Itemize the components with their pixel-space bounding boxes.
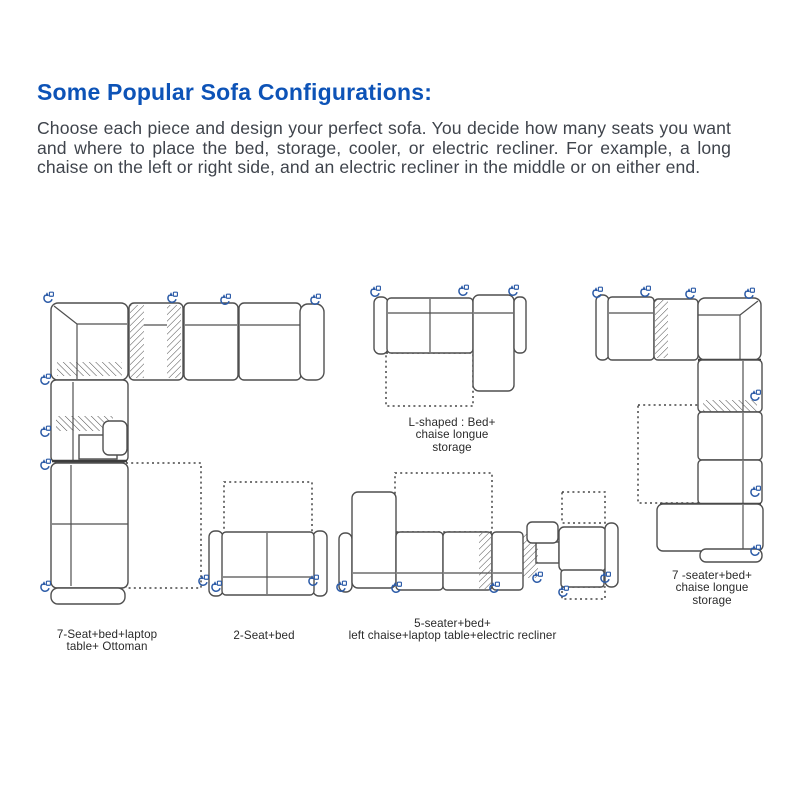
- page-title: Some Popular Sofa Configurations:: [37, 79, 433, 105]
- label-line: 7-Seat+bed+laptop: [56, 628, 158, 641]
- label-line: L-shaped : Bed+: [408, 416, 496, 429]
- rotate-icon: [686, 288, 695, 298]
- label-line: 7 -seater+bed+: [671, 569, 753, 582]
- figure-5-seater-recliner: [337, 473, 618, 599]
- label-line: left chaise+laptop table+electric recliner: [348, 629, 557, 643]
- figure-2-seat-bed: [199, 482, 327, 596]
- label-line: table+ Ottoman: [66, 640, 148, 654]
- rotate-icon: [41, 426, 50, 436]
- figure-l-shaped-bed-chaise: [371, 285, 526, 406]
- rotate-icon: [41, 374, 50, 384]
- label-line: 2-Seat+bed: [233, 629, 295, 642]
- figure-label-7-seater-chaise: [652, 570, 772, 607]
- rotate-icon: [593, 287, 602, 297]
- figure-label-5-seater: [330, 618, 575, 643]
- rotate-icon: [41, 459, 50, 469]
- label-line: storage: [432, 440, 472, 454]
- label-line: 5-seater+bed+: [414, 617, 491, 630]
- intro-paragraph: Choose each piece and design your perfect sofa. You decide how many seats you want and where to place the bed, storage, cooler, or electric recliner. For example, a long chaise on the left or right side, and an electric recliner in the middle or on either end.: [37, 118, 731, 178]
- rotate-icon: [168, 292, 177, 302]
- rotate-icon: [509, 285, 518, 295]
- label-line: storage: [692, 593, 732, 607]
- figure-label-7-seat-ottoman: [30, 629, 184, 654]
- figure-label-l-shaped: [392, 417, 512, 454]
- rotate-icon: [371, 286, 380, 296]
- rotate-icon: [41, 581, 50, 591]
- label-line: chaise longue: [675, 581, 749, 595]
- rotate-icon: [459, 285, 468, 295]
- figure-7-seater-chaise: [593, 286, 763, 562]
- rotate-icon: [641, 286, 650, 296]
- figure-label-2-seat-bed: [204, 630, 324, 642]
- rotate-icon: [311, 294, 320, 304]
- rotate-icon: [745, 288, 754, 298]
- label-line: chaise longue: [415, 428, 489, 442]
- rotate-icon: [44, 292, 53, 302]
